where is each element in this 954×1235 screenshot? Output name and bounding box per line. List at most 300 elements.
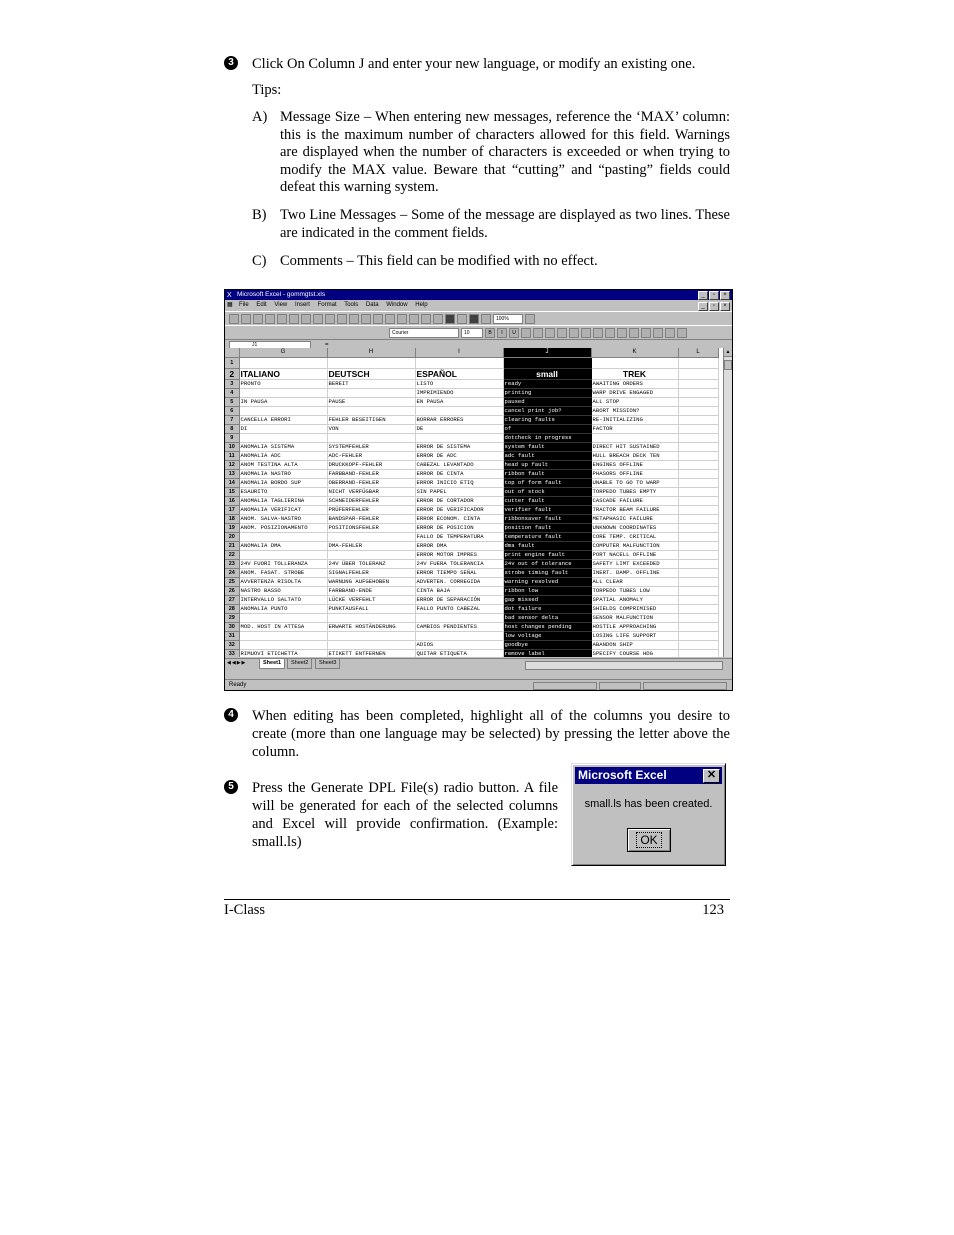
cell[interactable]: SPECIFY COURSE HDG [591, 650, 678, 658]
cell[interactable]: FARBBAND-ENDE [327, 587, 415, 596]
cell[interactable]: METAPHASIC FAILURE [591, 515, 678, 524]
row-header[interactable]: 2 [225, 369, 239, 380]
cell[interactable] [678, 650, 718, 658]
align-left-icon[interactable] [521, 328, 531, 338]
cell[interactable] [591, 358, 678, 369]
cell[interactable]: CASCADE FAILURE [591, 497, 678, 506]
close-button[interactable]: × [720, 291, 730, 300]
cell[interactable] [239, 551, 327, 560]
cell[interactable] [678, 551, 718, 560]
cell[interactable] [327, 358, 415, 369]
row-header[interactable]: 23 [225, 560, 239, 569]
selected-cell[interactable]: system fault [503, 443, 591, 452]
row-header[interactable]: 9 [225, 434, 239, 443]
cell[interactable]: CANCELLA ERRORI [239, 416, 327, 425]
cell[interactable]: ERROR INICIO ETIQ [415, 479, 503, 488]
cell[interactable]: BEREIT [327, 380, 415, 389]
cell[interactable]: 24V FUORI TOLLERANZA [239, 560, 327, 569]
fill-color-icon[interactable] [665, 328, 675, 338]
cell[interactable] [678, 443, 718, 452]
cell[interactable]: TRACTOR BEAM FAILURE [591, 506, 678, 515]
row-header[interactable]: 14 [225, 479, 239, 488]
cell[interactable]: DMA-FEHLER [327, 542, 415, 551]
language-header-cell[interactable]: ESPAÑOL [415, 369, 503, 380]
cell[interactable]: RIMUOVI ETICHETTA [239, 650, 327, 658]
row-header[interactable]: 32 [225, 641, 239, 650]
cell[interactable]: ERROR DE ADC [415, 452, 503, 461]
selected-cell[interactable]: temperature fault [503, 533, 591, 542]
cell[interactable] [678, 506, 718, 515]
cell[interactable]: AWAITING ORDERS [591, 380, 678, 389]
selected-cell[interactable]: dma fault [503, 542, 591, 551]
restore-button[interactable]: ▫ [709, 291, 719, 300]
cell[interactable] [678, 542, 718, 551]
row-header[interactable]: 30 [225, 623, 239, 632]
menu-insert[interactable]: Insert [294, 302, 310, 308]
cell[interactable] [678, 434, 718, 443]
tab-sheet3[interactable]: Sheet3 [315, 659, 340, 669]
cell[interactable] [327, 389, 415, 398]
cell[interactable]: ADC-FEHLER [327, 452, 415, 461]
cell[interactable]: ERROR ECONOM. CINTA [415, 515, 503, 524]
menu-edit[interactable]: Edit [256, 302, 267, 308]
font-select[interactable]: Courier [389, 328, 459, 338]
row-header[interactable]: 22 [225, 551, 239, 560]
row-header[interactable]: 15 [225, 488, 239, 497]
function-icon[interactable] [409, 314, 419, 324]
cell[interactable]: NICHT VERFÜGBAR [327, 488, 415, 497]
row-header[interactable]: 7 [225, 416, 239, 425]
vertical-scrollbar[interactable] [723, 348, 732, 657]
selected-cell[interactable]: cutter fault [503, 497, 591, 506]
cell[interactable] [678, 632, 718, 641]
undo-icon[interactable] [349, 314, 359, 324]
cell[interactable]: TORPEDO TUBES LOW [591, 587, 678, 596]
cell[interactable]: DIRECT HIT SUSTAINED [591, 443, 678, 452]
align-right-icon[interactable] [545, 328, 555, 338]
cell[interactable]: UNKNOWN COORDINATES [591, 524, 678, 533]
cell[interactable]: 24V FUERA TOLERANCIA [415, 560, 503, 569]
cell[interactable]: WARNUNG AUFGEHOBEN [327, 578, 415, 587]
cell[interactable]: CABEZAL LEVANTADO [415, 461, 503, 470]
selected-cell[interactable]: bad sensor delta [503, 614, 591, 623]
selected-cell[interactable]: gap missed [503, 596, 591, 605]
selected-cell[interactable]: cancel print job? [503, 407, 591, 416]
cell[interactable] [239, 632, 327, 641]
cell[interactable] [239, 641, 327, 650]
cell[interactable] [678, 641, 718, 650]
row-header[interactable]: 1 [225, 358, 239, 369]
row-header[interactable]: 24 [225, 569, 239, 578]
cell[interactable]: ANOMALIA DMA [239, 542, 327, 551]
cell[interactable]: FARBBAND-FEHLER [327, 470, 415, 479]
cell[interactable] [415, 407, 503, 416]
column-header[interactable]: H [327, 348, 415, 358]
underline-icon[interactable]: U [509, 328, 519, 338]
cell[interactable]: INERT. DAMP. OFFLINE [591, 569, 678, 578]
help-icon[interactable] [525, 314, 535, 324]
cell[interactable]: ADIOS [415, 641, 503, 650]
tab-sheet1[interactable]: Sheet1 [259, 659, 285, 669]
scroll-thumb[interactable] [724, 360, 732, 370]
cell[interactable]: UNABLE TO GO TO WARP [591, 479, 678, 488]
cell[interactable]: HULL BREACH DECK TEN [591, 452, 678, 461]
row-header[interactable]: 17 [225, 506, 239, 515]
cell[interactable]: SHIELDS COMPRIMISED [591, 605, 678, 614]
sort-ascending-icon[interactable] [421, 314, 431, 324]
selected-cell[interactable]: dotcheck in progress [503, 434, 591, 443]
cell[interactable] [678, 569, 718, 578]
cell[interactable]: ERROR DE SISTEMA [415, 443, 503, 452]
percent-icon[interactable] [581, 328, 591, 338]
cell[interactable]: WARP DRIVE ENGAGED [591, 389, 678, 398]
decrease-indent-icon[interactable] [629, 328, 639, 338]
autosum-icon[interactable] [397, 314, 407, 324]
cell[interactable] [239, 434, 327, 443]
cell[interactable]: FALLO PUNTO CABEZAL [415, 605, 503, 614]
cell[interactable] [591, 434, 678, 443]
language-header-cell[interactable]: ITALIANO [239, 369, 327, 380]
cell[interactable] [327, 434, 415, 443]
selected-cell[interactable]: of [503, 425, 591, 434]
cell[interactable] [678, 380, 718, 389]
map-icon[interactable] [457, 314, 467, 324]
cell[interactable] [678, 416, 718, 425]
cell[interactable]: PRONTO [239, 380, 327, 389]
cell[interactable]: BORRAR ERRORES [415, 416, 503, 425]
cell[interactable] [678, 533, 718, 542]
cell[interactable]: ENGINES OFFLINE [591, 461, 678, 470]
menu-tools[interactable]: Tools [344, 302, 359, 308]
row-header[interactable]: 31 [225, 632, 239, 641]
menu-format[interactable]: Format [317, 302, 337, 308]
cell[interactable] [678, 398, 718, 407]
cell[interactable] [415, 614, 503, 623]
cell[interactable]: OBERRAND-FEHLER [327, 479, 415, 488]
cell[interactable] [678, 578, 718, 587]
redo-icon[interactable] [361, 314, 371, 324]
close-icon[interactable]: ✕ [703, 769, 720, 783]
cell[interactable]: DE [415, 425, 503, 434]
cell[interactable] [327, 551, 415, 560]
cell[interactable]: ANOMALIA PUNTO [239, 605, 327, 614]
cell[interactable] [678, 560, 718, 569]
selected-cell[interactable]: ribbon low [503, 587, 591, 596]
cell[interactable]: QUITAR ETIQUETA [415, 650, 503, 658]
cell[interactable]: ERROR DMA [415, 542, 503, 551]
cell[interactable]: PUNKTAUSFALL [327, 605, 415, 614]
doc-minimize-button[interactable]: _ [698, 302, 708, 311]
cell[interactable] [239, 614, 327, 623]
selected-cell[interactable]: strobe timing fault [503, 569, 591, 578]
cell[interactable]: NASTRO BASSO [239, 587, 327, 596]
cell[interactable]: DI [239, 425, 327, 434]
language-header-cell[interactable]: small [503, 369, 591, 380]
drawing-icon[interactable] [469, 314, 479, 324]
cell[interactable]: ERROR DE CINTA [415, 470, 503, 479]
cell[interactable]: ABORT MISSION? [591, 407, 678, 416]
cell[interactable]: SYSTEMFEHLER [327, 443, 415, 452]
cell[interactable]: FALLO DE TEMPERATURA [415, 533, 503, 542]
cell[interactable] [239, 407, 327, 416]
cell[interactable]: IN PAUSA [239, 398, 327, 407]
cell[interactable]: ALL CLEAR [591, 578, 678, 587]
cell[interactable]: ANOM TESTINA ALTA [239, 461, 327, 470]
cell[interactable] [327, 632, 415, 641]
selected-cell[interactable]: out of stock [503, 488, 591, 497]
cell[interactable]: BANDSPAR-FEHLER [327, 515, 415, 524]
cell[interactable] [239, 358, 327, 369]
cell[interactable]: RE-INITIALIZING [591, 416, 678, 425]
cell[interactable] [327, 614, 415, 623]
cell[interactable] [327, 533, 415, 542]
row-header[interactable]: 29 [225, 614, 239, 623]
tab-sheet2[interactable]: Sheet2 [287, 659, 312, 669]
cell[interactable] [678, 358, 718, 369]
selected-cell[interactable]: 24v out of tolerance [503, 560, 591, 569]
borders-icon[interactable] [653, 328, 663, 338]
cell[interactable]: SIGNALFEHLER [327, 569, 415, 578]
row-header[interactable]: 20 [225, 533, 239, 542]
cell[interactable] [327, 407, 415, 416]
selected-cell[interactable] [503, 358, 591, 369]
row-header[interactable]: 11 [225, 452, 239, 461]
row-header[interactable]: 5 [225, 398, 239, 407]
row-header[interactable]: 4 [225, 389, 239, 398]
menu-help[interactable]: Help [415, 302, 428, 308]
zoom-select[interactable]: 100% [493, 314, 523, 324]
cell[interactable]: PHASORS OFFLINE [591, 470, 678, 479]
row-header[interactable]: 16 [225, 497, 239, 506]
assistant-icon[interactable] [481, 314, 491, 324]
row-header[interactable]: 6 [225, 407, 239, 416]
cell[interactable] [678, 488, 718, 497]
selected-cell[interactable]: remove label [503, 650, 591, 658]
row-header[interactable]: 27 [225, 596, 239, 605]
selected-cell[interactable]: low voltage [503, 632, 591, 641]
new-icon[interactable] [229, 314, 239, 324]
selected-cell[interactable]: goodbye [503, 641, 591, 650]
row-header[interactable]: 19 [225, 524, 239, 533]
cell[interactable]: MOD. HOST IN ATTESA [239, 623, 327, 632]
menu-view[interactable]: View [274, 302, 288, 308]
cell[interactable] [678, 479, 718, 488]
cell[interactable] [678, 461, 718, 470]
format-painter-icon[interactable] [337, 314, 347, 324]
selected-cell[interactable]: ribbon fault [503, 470, 591, 479]
scroll-up-icon[interactable]: ▲ [725, 349, 731, 355]
row-header[interactable]: 8 [225, 425, 239, 434]
cell[interactable]: DRUCKKOPF-FEHLER [327, 461, 415, 470]
row-header[interactable]: 12 [225, 461, 239, 470]
selected-cell[interactable]: position fault [503, 524, 591, 533]
hyperlink-icon[interactable] [373, 314, 383, 324]
cell[interactable]: POSITIONSFEHLER [327, 524, 415, 533]
cell[interactable]: ERROR DE VERIFICADOR [415, 506, 503, 515]
language-header-cell[interactable]: TREK [591, 369, 678, 380]
font-size-select[interactable]: 10 [461, 328, 483, 338]
cell[interactable]: ERROR TIEMPO SEÑAL [415, 569, 503, 578]
column-header[interactable]: G [239, 348, 327, 358]
cell[interactable]: AVVERTENZA RISOLTA [239, 578, 327, 587]
cell[interactable]: ALL STOP [591, 398, 678, 407]
selected-cell[interactable]: print engine fault [503, 551, 591, 560]
cell[interactable]: ANOM. POSIZIONAMENTO [239, 524, 327, 533]
cell[interactable]: SAFETY LIMT EXCEEDED [591, 560, 678, 569]
cell[interactable]: CAMBIOS PENDIENTES [415, 623, 503, 632]
cell[interactable]: ANOMALIA TAGLIERINA [239, 497, 327, 506]
cell[interactable]: ERROR DE SEPARACIÓN [415, 596, 503, 605]
merge-center-icon[interactable] [557, 328, 567, 338]
worksheet-grid[interactable] [225, 348, 723, 657]
cell[interactable] [678, 614, 718, 623]
cell[interactable]: TORPEDO TUBES EMPTY [591, 488, 678, 497]
ok-button[interactable] [627, 828, 671, 852]
cell[interactable] [678, 596, 718, 605]
cell[interactable]: ERROR MOTOR IMPRES [415, 551, 503, 560]
cell[interactable] [327, 641, 415, 650]
save-icon[interactable] [253, 314, 263, 324]
cell[interactable]: HOSTILE APPROACHING [591, 623, 678, 632]
cell[interactable]: LISTO [415, 380, 503, 389]
bold-icon[interactable]: B [485, 328, 495, 338]
cell[interactable]: ANOMALIA VERIFICAT [239, 506, 327, 515]
row-header[interactable]: 10 [225, 443, 239, 452]
cell[interactable]: 24V ÜBER TOLERANZ [327, 560, 415, 569]
cell[interactable]: COMPUTER MALFUNCTION [591, 542, 678, 551]
cell[interactable]: SCHNEIDERFEHLER [327, 497, 415, 506]
cell[interactable]: ANOMALIA SISTEMA [239, 443, 327, 452]
currency-icon[interactable] [569, 328, 579, 338]
cell[interactable]: FACTOR [591, 425, 678, 434]
cut-icon[interactable] [301, 314, 311, 324]
cell[interactable]: ERROR DE POSICION [415, 524, 503, 533]
cell[interactable]: SENSOR MALFUNCTION [591, 614, 678, 623]
cell[interactable]: ESAURITO [239, 488, 327, 497]
copy-icon[interactable] [313, 314, 323, 324]
column-header[interactable]: K [591, 348, 678, 358]
column-header[interactable]: I [415, 348, 503, 358]
cell[interactable]: ANOMALIA NASTRO [239, 470, 327, 479]
cell[interactable] [415, 434, 503, 443]
column-header[interactable]: L [678, 348, 718, 358]
align-center-icon[interactable] [533, 328, 543, 338]
cell[interactable]: SIN PAPEL [415, 488, 503, 497]
cell[interactable] [678, 605, 718, 614]
cell[interactable]: ANOM. SALVA-NASTRO [239, 515, 327, 524]
decrease-decimal-icon[interactable] [617, 328, 627, 338]
row-header[interactable]: 13 [225, 470, 239, 479]
edit-formula-button[interactable]: = [325, 342, 329, 348]
cell[interactable]: INTERVALLO SALTATO [239, 596, 327, 605]
select-all-corner[interactable] [225, 348, 239, 358]
selected-cell[interactable]: clearing faults [503, 416, 591, 425]
doc-restore-button[interactable]: ▫ [709, 302, 719, 311]
cell[interactable]: PRÜFERFEHLER [327, 506, 415, 515]
horizontal-scrollbar[interactable] [525, 661, 723, 670]
row-header[interactable]: 26 [225, 587, 239, 596]
cell[interactable]: EN PAUSA [415, 398, 503, 407]
web-toolbar-icon[interactable] [385, 314, 395, 324]
cell[interactable]: VON [327, 425, 415, 434]
cell[interactable]: CINTA BAJA [415, 587, 503, 596]
doc-close-button[interactable]: × [720, 302, 730, 311]
print-icon[interactable] [265, 314, 275, 324]
tab-scroll-arrows-icon[interactable]: ◀◀▶▶ [227, 660, 247, 666]
cell[interactable]: LÜCKE VERFEHLT [327, 596, 415, 605]
selected-cell[interactable]: adc fault [503, 452, 591, 461]
cell[interactable]: ABANDON SHIP [591, 641, 678, 650]
cell[interactable]: ERROR DE CORTADOR [415, 497, 503, 506]
selected-cell[interactable]: dot failure [503, 605, 591, 614]
cell[interactable]: LOSING LIFE SUPPORT [591, 632, 678, 641]
selected-cell[interactable]: host changes pending [503, 623, 591, 632]
preview-icon[interactable] [277, 314, 287, 324]
cell[interactable] [678, 452, 718, 461]
spell-icon[interactable] [289, 314, 299, 324]
cell[interactable] [239, 389, 327, 398]
comma-icon[interactable] [593, 328, 603, 338]
cell[interactable]: ADVERTEN. CORREGIDA [415, 578, 503, 587]
cell[interactable] [678, 497, 718, 506]
cell[interactable] [678, 515, 718, 524]
menu-data[interactable]: Data [365, 302, 379, 308]
cell[interactable]: IMPRIMIENDO [415, 389, 503, 398]
name-box[interactable]: J1 [229, 341, 311, 350]
italic-icon[interactable]: I [497, 328, 507, 338]
row-header[interactable]: 3 [225, 380, 239, 389]
cell[interactable]: ANOM. FASAT. STROBE [239, 569, 327, 578]
cell[interactable] [415, 632, 503, 641]
selected-cell[interactable]: paused [503, 398, 591, 407]
minimize-button[interactable]: _ [698, 291, 708, 300]
menu-window[interactable]: Window [386, 302, 408, 308]
cell[interactable] [678, 524, 718, 533]
selected-cell[interactable]: printing [503, 389, 591, 398]
cell[interactable]: ANOMALIA ADC [239, 452, 327, 461]
selected-cell[interactable]: head up fault [503, 461, 591, 470]
selected-cell[interactable]: top of form fault [503, 479, 591, 488]
cell[interactable]: ETIKETT ENTFERNEN [327, 650, 415, 658]
cell[interactable]: PORT NACELL OFFLINE [591, 551, 678, 560]
cell[interactable]: CORE TEMP. CRITICAL [591, 533, 678, 542]
column-header-selected[interactable]: J [503, 348, 591, 358]
sort-descending-icon[interactable] [433, 314, 443, 324]
paste-icon[interactable] [325, 314, 335, 324]
cell[interactable]: FEHLER BESEITIGEN [327, 416, 415, 425]
font-color-icon[interactable] [677, 328, 687, 338]
row-header[interactable]: 25 [225, 578, 239, 587]
selected-cell[interactable]: verifier fault [503, 506, 591, 515]
row-header[interactable]: 21 [225, 542, 239, 551]
cell[interactable]: SPATIAL ANOMALY [591, 596, 678, 605]
cell[interactable] [239, 533, 327, 542]
increase-decimal-icon[interactable] [605, 328, 615, 338]
selected-cell[interactable]: ribbonsaver fault [503, 515, 591, 524]
selected-cell[interactable]: ready [503, 380, 591, 389]
cell[interactable] [678, 389, 718, 398]
menu-file[interactable]: File [239, 302, 249, 308]
cell[interactable] [415, 358, 503, 369]
language-header-cell[interactable] [678, 369, 718, 380]
cell[interactable]: ERWARTE HOSTÄNDERUNG [327, 623, 415, 632]
cell[interactable] [678, 623, 718, 632]
selected-cell[interactable]: warning resolved [503, 578, 591, 587]
language-header-cell[interactable]: DEUTSCH [327, 369, 415, 380]
row-header[interactable]: 28 [225, 605, 239, 614]
row-header[interactable]: 33 [225, 650, 239, 658]
row-header[interactable]: 18 [225, 515, 239, 524]
